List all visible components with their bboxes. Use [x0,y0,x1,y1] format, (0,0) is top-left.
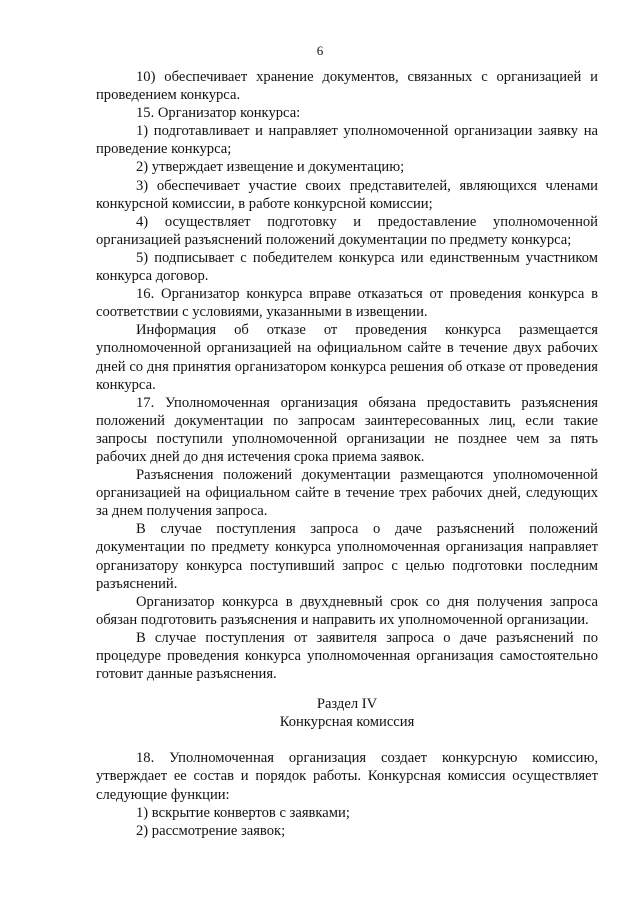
paragraph: 1) вскрытие конвертов с заявками; [136,804,350,821]
paragraph: Разъяснения положений документации размещаются уполномоченной организацией на официальном сайте в течение трех рабочих дней, следующих за днем получения запроса. [96,467,598,520]
paragraph: Организатор конкурса в двухдневный срок со дня получения запроса обязан подготовить разъяснения и направить их уполномоченной организации. [96,593,598,628]
paragraph: 5) подписывает с победителем конкурса или единственным участником конкурса договор. [96,249,598,285]
paragraph: 18. Уполномоченная организация создает конкурсную комиссию, утверждает ее состав и порядок работы. Конкурсная комиссия осуществляет следующие функции: [96,750,598,803]
paragraph: В случае поступления запроса о даче разъяснений положений документации по предмету конкурса уполномоченная организация направляет организатору конкурса поступивший запрос с целью подготовки последним разъяснений. [96,521,598,592]
page-number: 6 [316,43,324,58]
document-body [96,68,598,840]
section-number: Раздел IV [316,696,378,713]
paragraph: 15. Организатор конкурса: [136,105,301,122]
paragraph: 10) обеспечивает хранение документов, связанных с организацией и проведением конкурса. [96,69,598,104]
paragraph: 17. Уполномоченная организация обязана предоставить разъяснения положений документации по запросам заинтересованных лиц, если такие запросы поступили уполномоченной организации не позднее чем за пять рабочих дней до дня истечения срока приема заявок. [96,394,598,465]
paragraph: В случае поступления от заявителя запроса о даче разъяснений по процедуре проведения конкурса уполномоченная организация самостоятельно готовит данные разъяснения. [96,629,598,683]
paragraph: 2) рассмотрение заявок; [136,822,286,839]
paragraph: 2) утверждает извещение и документацию; [136,159,405,176]
paragraph: 16. Организатор конкурса вправе отказаться от проведения конкурса в соответствии с условиями, указанными в извещении. [96,286,598,321]
paragraph: 1) подготавливает и направляет уполномоченной организации заявку на проведение конкурса; [96,123,598,158]
paragraph: Информация об отказе от проведения конкурса размещается уполномоченной организацией на официальном сайте в течение двух рабочих дней со дня принятия организатором конкурса решения об отказе от проведения конкурса. [96,322,598,393]
paragraph: 3) обеспечивает участие своих представителей, являющихся членами конкурсной комиссии, в работе конкурсной комиссии; [96,177,598,212]
paragraph: 4) осуществляет подготовку и предоставление уполномоченной организацией разъяснений положений документации по предмету конкурса; [96,213,598,248]
section-title: Конкурсная комиссия [279,714,415,731]
